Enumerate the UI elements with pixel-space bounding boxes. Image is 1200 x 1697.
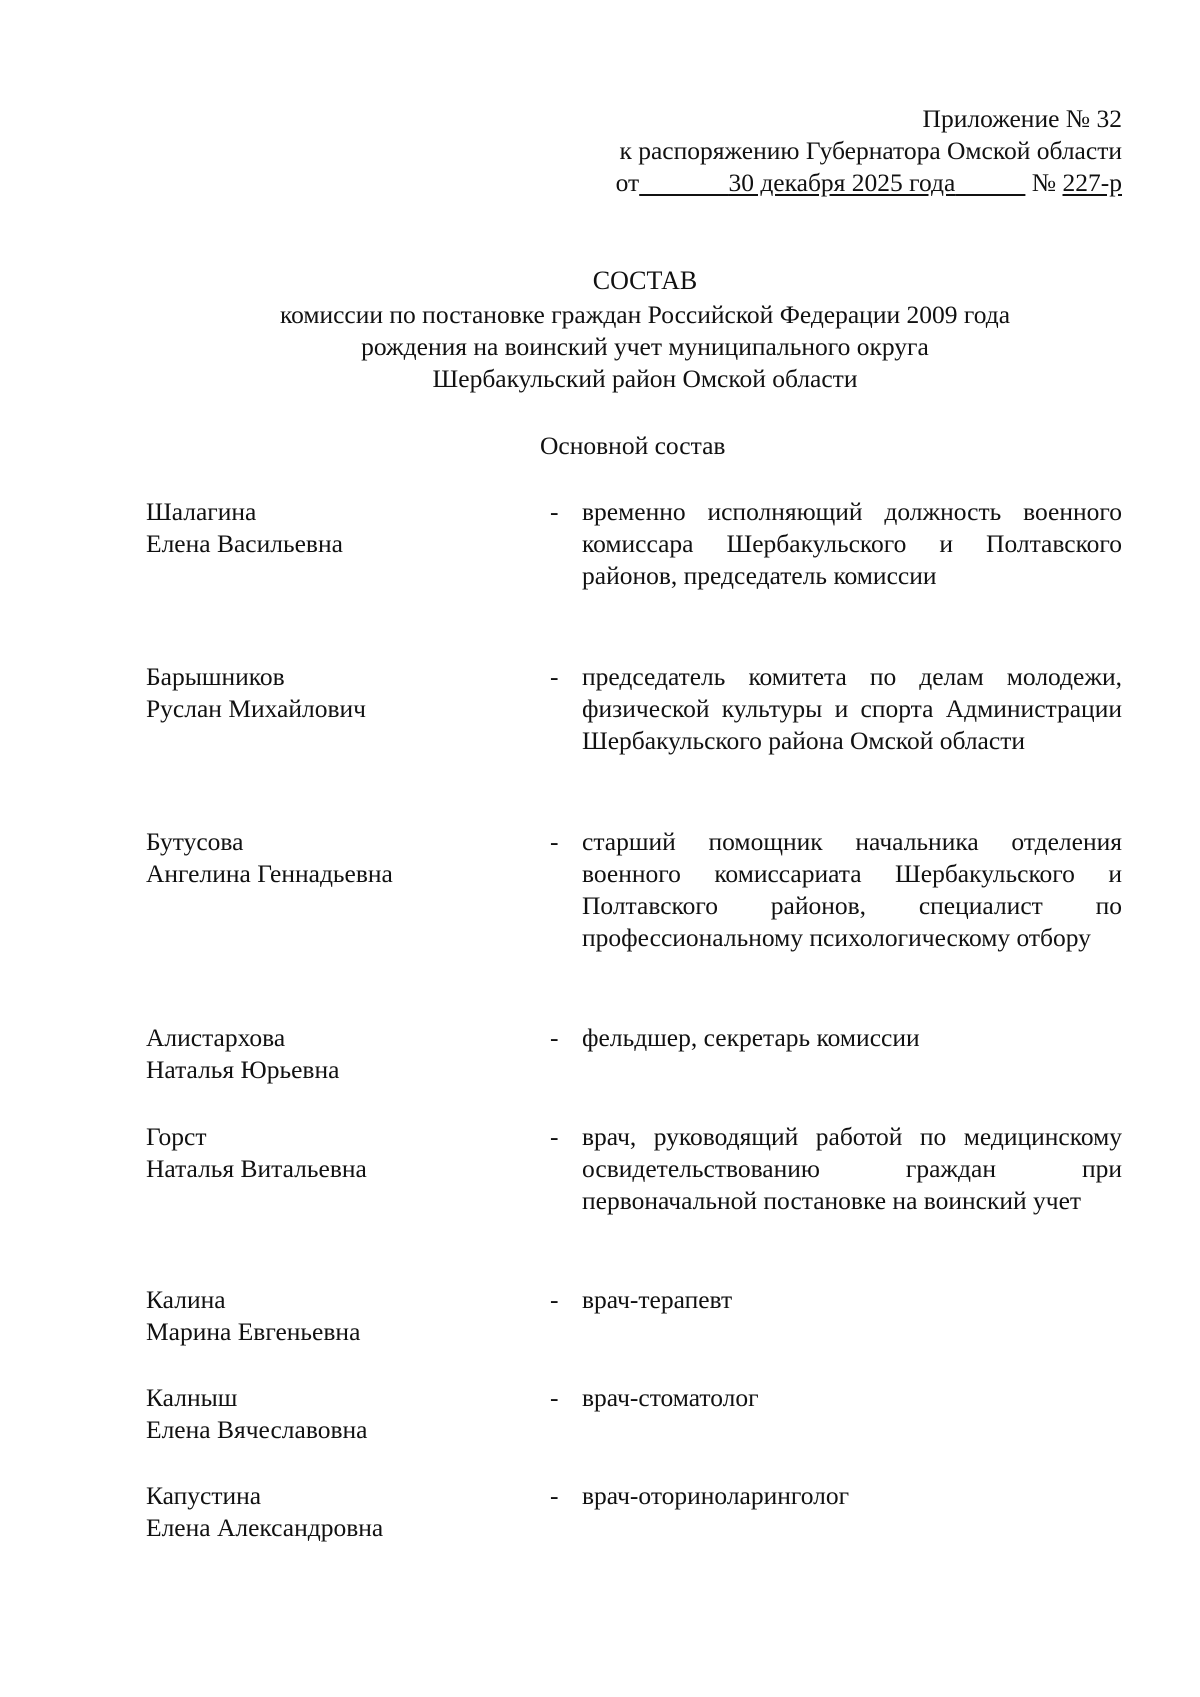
member-given-name: Наталья Юрьевна xyxy=(146,1055,340,1084)
document-title xyxy=(150,265,1140,395)
order-date: 30 декабря 2025 года xyxy=(728,168,956,197)
member-name xyxy=(146,661,526,725)
member-surname: Бутусова xyxy=(146,827,244,856)
member-given-name: Наталья Витальевна xyxy=(146,1154,367,1183)
member-name xyxy=(146,496,526,560)
order-reference: к распоряжению Губернатора Омской области xyxy=(619,136,1122,165)
member-role: председатель комитета по делам молодежи, физической культуры и спорта Администрации Шербакульского района Омской области xyxy=(582,662,1122,755)
member-role: врач-стоматолог xyxy=(582,1383,759,1412)
order-number: 227-р xyxy=(1062,168,1122,197)
member-name xyxy=(146,1121,526,1185)
member-surname: Калныш xyxy=(146,1383,238,1412)
member-role: врач, руководящий работой по медицинскому освидетельствованию граждан при первоначальной постановке на воинский учет xyxy=(582,1122,1122,1215)
member-role: врач-терапевт xyxy=(582,1285,733,1314)
member-dash: - xyxy=(550,1481,559,1510)
member-dash: - xyxy=(550,662,559,691)
member-given-name: Елена Александровна xyxy=(146,1513,384,1542)
member-dash: - xyxy=(550,1285,559,1314)
member-given-name: Руслан Михайлович xyxy=(146,694,366,723)
member-dash: - xyxy=(550,1023,559,1052)
member-given-name: Елена Васильевна xyxy=(146,529,343,558)
member-surname: Горст xyxy=(146,1122,207,1151)
section-label: Основной состав xyxy=(540,431,726,460)
member-name xyxy=(146,1284,526,1348)
member-dash: - xyxy=(550,827,559,856)
title-heading: СОСТАВ xyxy=(592,266,698,295)
member-name xyxy=(146,1382,526,1446)
member-given-name: Елена Вячеславовна xyxy=(146,1415,368,1444)
date-prefix: от xyxy=(615,168,640,197)
member-surname: Алистархова xyxy=(146,1023,286,1052)
member-surname: Барышников xyxy=(146,662,285,691)
member-surname: Капустина xyxy=(146,1481,262,1510)
number-prefix: № xyxy=(1031,168,1057,197)
member-role: временно исполняющий должность военного комиссара Шербакульского и Полтавского районов, председатель комиссии xyxy=(582,497,1122,590)
title-line-2: рождения на воинский учет муниципального округа xyxy=(361,332,929,361)
appendix-label: Приложение № 32 xyxy=(922,104,1122,133)
member-dash: - xyxy=(550,1122,559,1151)
member-dash: - xyxy=(550,1383,559,1412)
member-name xyxy=(146,1480,526,1544)
member-role: фельдшер, секретарь комиссии xyxy=(582,1023,920,1052)
title-line-3: Шербакульский район Омской области xyxy=(432,364,858,393)
member-dash: - xyxy=(550,497,559,526)
order-date-line xyxy=(616,167,1122,199)
member-name xyxy=(146,826,526,890)
member-surname: Калина xyxy=(146,1285,226,1314)
title-line-1: комиссии по постановке граждан Российской Федерации 2009 года xyxy=(279,300,1011,329)
appendix-header xyxy=(616,103,1122,199)
member-name xyxy=(146,1022,526,1086)
member-given-name: Ангелина Геннадьевна xyxy=(146,859,393,888)
member-role: старший помощник начальника отделения военного комиссариата Шербакульского и Полтавского районов, специалист по профессиональному психологическому отбору xyxy=(582,827,1122,952)
member-given-name: Марина Евгеньевна xyxy=(146,1317,361,1346)
member-surname: Шалагина xyxy=(146,497,257,526)
member-role: врач-оториноларинголог xyxy=(582,1481,850,1510)
